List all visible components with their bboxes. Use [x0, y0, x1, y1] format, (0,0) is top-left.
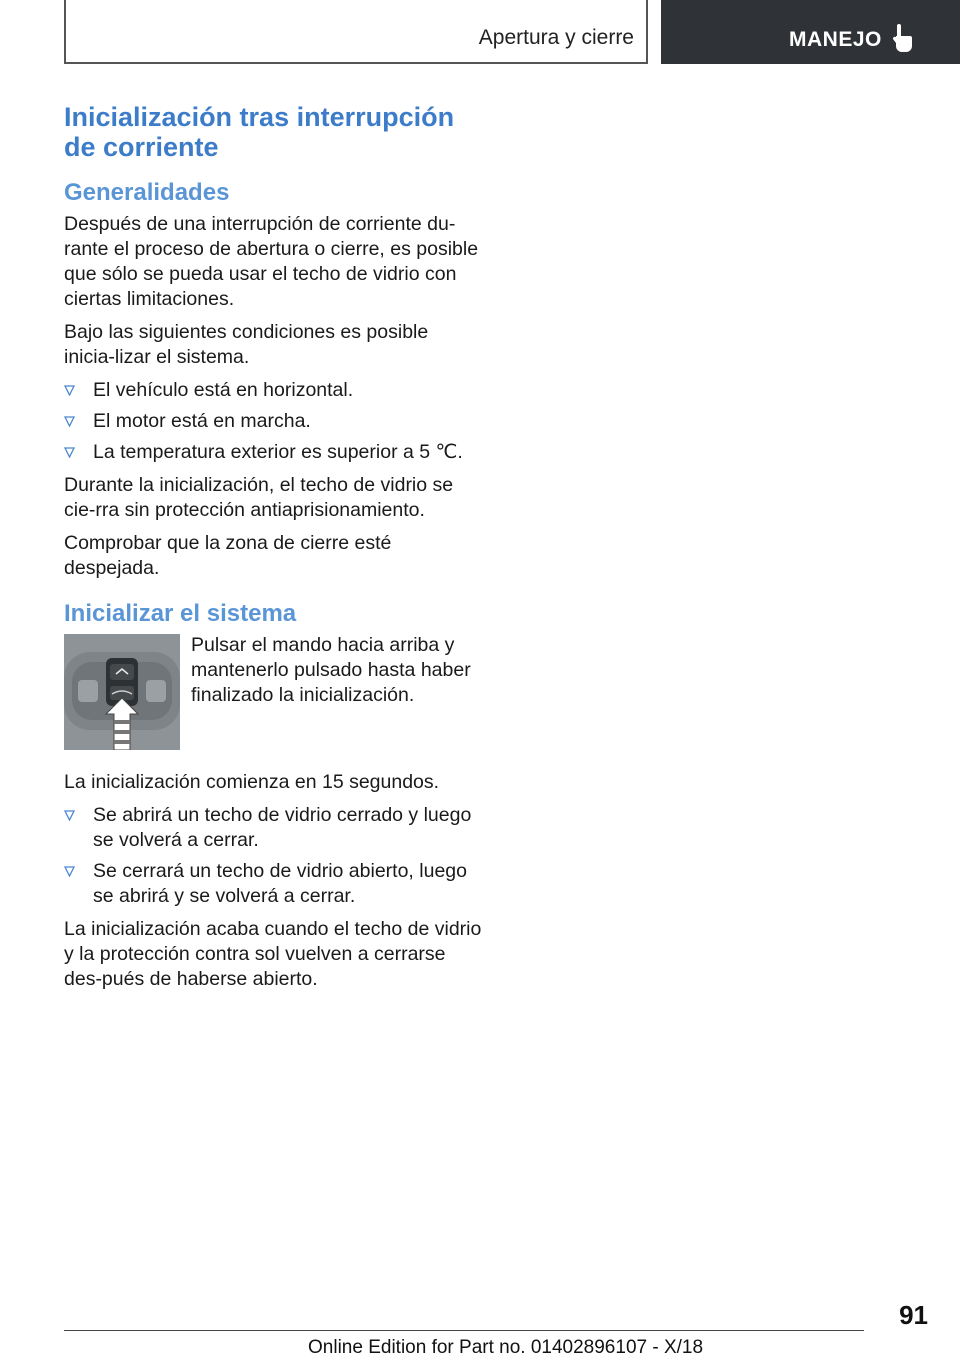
- page-title: Inicialización tras interrupción de corriente: [64, 102, 455, 162]
- list-item-text: Se abrirá un techo de vidrio cerrado y luego se volverá a cerrar.: [93, 804, 472, 851]
- header-section-title: Apertura y cierre: [478, 26, 634, 49]
- section-heading: Generalidades: [64, 179, 230, 206]
- triangle-bullet-icon: [64, 416, 75, 427]
- triangle-bullet-icon: [64, 385, 75, 396]
- list-item-text: La temperatura exterior es superior a 5 ℃.: [93, 441, 463, 463]
- illustration-caption: Pulsar el mando hacia arriba y mantenerlo pulsado hasta haber finalizado la inicialización.: [191, 634, 471, 706]
- list-item: [64, 409, 482, 434]
- page-number: 91: [899, 1300, 928, 1330]
- list-item-text: El vehículo está en horizontal.: [93, 379, 354, 401]
- paragraph: Durante la inicialización, el techo de vidrio se cie-rra sin protección antiaprisionamiento.: [64, 474, 454, 521]
- header-section-box: [64, 0, 648, 64]
- footer-edition: Online Edition for Part no. 01402896107 - X/18: [308, 1337, 704, 1358]
- conditions-list: [64, 378, 482, 465]
- list-item: [64, 440, 482, 465]
- roof-control-illustration: [64, 634, 180, 750]
- main-content: [64, 102, 482, 1000]
- triangle-bullet-icon: [64, 810, 75, 821]
- paragraph: Comprobar que la zona de cierre esté despejada.: [64, 532, 392, 579]
- illustration-row: [64, 633, 482, 750]
- paragraph: La inicialización comienza en 15 segundos.: [64, 771, 440, 793]
- triangle-bullet-icon: [64, 866, 75, 877]
- header-chapter-title: MANEJO: [789, 28, 882, 51]
- list-item-text: Se cerrará un techo de vidrio abierto, luego se abrirá y se volverá a cerrar.: [93, 860, 467, 907]
- paragraph: Después de una interrupción de corriente du-rante el proceso de abertura o cierre, es posible que sólo se pueda usar el techo de vidrio con ciertas limitaciones.: [64, 213, 479, 310]
- list-item: [64, 378, 482, 403]
- paragraph: Bajo las siguientes condiciones es posible inicia-lizar el sistema.: [64, 321, 429, 368]
- paragraph: La inicialización acaba cuando el techo de vidrio y la protección contra sol vuelven a cerrarse des-pués de haberse abierto.: [64, 918, 482, 990]
- footer-divider: [64, 1330, 864, 1331]
- list-item: [64, 859, 482, 909]
- header-chapter-box: [661, 0, 960, 64]
- list-item-text: El motor está en marcha.: [93, 410, 311, 432]
- section-heading: Inicializar el sistema: [64, 600, 297, 627]
- hand-pointer-icon: [893, 24, 913, 59]
- steps-list: [64, 803, 482, 909]
- list-item: [64, 803, 482, 853]
- triangle-bullet-icon: [64, 447, 75, 458]
